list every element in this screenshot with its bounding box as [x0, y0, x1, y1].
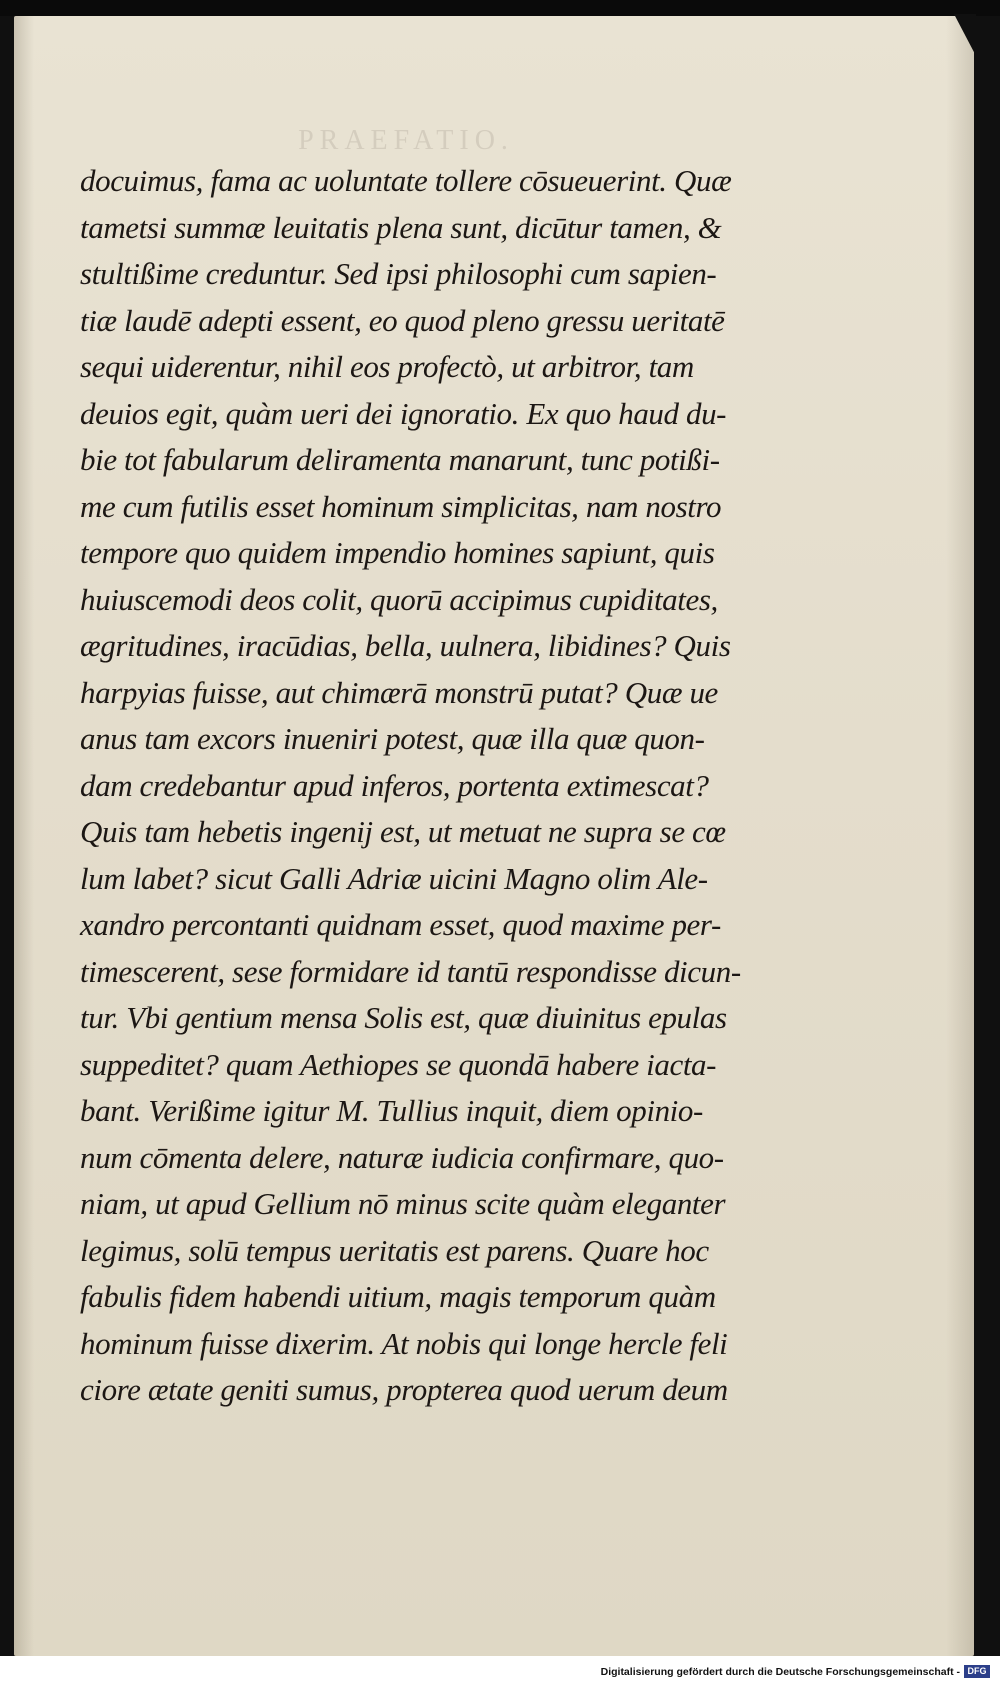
text-line: tiæ laudē adepti essent, eo quod pleno gressu ueritatē — [80, 302, 725, 338]
text-line: num cōmenta delere, naturæ iudicia confirmare, quo- — [80, 1139, 724, 1175]
body-text — [80, 158, 820, 1414]
text-line: tur. Vbi gentium mensa Solis est, quæ diuinitus epulas — [80, 1000, 727, 1035]
text-line: fabulis fidem habendi uitium, magis temporum quàm — [80, 1279, 716, 1314]
text-line: dam credebantur apud inferos, portenta extimescat? — [80, 767, 709, 803]
page-corner — [954, 14, 976, 56]
text-line: docuimus, fama ac uoluntate tollere cōsueuerint. Quæ — [80, 163, 732, 198]
text-line: lum labet? sicut Galli Adriæ uicini Magno olim Ale- — [80, 860, 708, 896]
text-line: ægritudines, iracūdias, bella, uulnera, libidines? Quis — [80, 628, 731, 663]
faint-show-through-header: PRAEFATIO. — [298, 125, 514, 156]
text-line: suppeditet? quam Aethiopes se quondā habere iacta- — [80, 1046, 717, 1082]
text-line: xandro percontanti quidnam esset, quod maxime per- — [80, 907, 721, 942]
text-line: stultißime creduntur. Sed ipsi philosophi cum sapien- — [80, 256, 717, 291]
text-line: me cum futilis esset hominum simplicitas, nam nostro — [80, 488, 722, 524]
page-edge-shadow — [946, 16, 974, 1656]
gutter-shadow — [14, 16, 34, 1656]
text-line: Quis tam hebetis ingenij est, ut metuat ne supra se cœ — [80, 814, 726, 849]
text-line: huiuscemodi deos colit, quorū accipimus cupiditates, — [80, 581, 718, 617]
text-line: bie tot fabularum deliramenta manarunt, tunc potißi- — [80, 442, 720, 477]
text-line: legimus, solū tempus ueritatis est parens. Quare hoc — [80, 1232, 709, 1268]
book-page — [14, 16, 974, 1656]
text-line: harpyias fuisse, aut chimærā monstrū putat? Quæ ue — [80, 674, 718, 710]
text-line: hominum fuisse dixerim. At nobis qui longe hercle feli — [80, 1325, 728, 1361]
funding-credit: Digitalisierung gefördert durch die Deutsche Forschungsgemeinschaft - — [600, 1666, 960, 1678]
text-line: tametsi summæ leuitatis plena sunt, dicūtur tamen, & — [80, 209, 722, 245]
text-line: niam, ut apud Gellium nō minus scite quàm eleganter — [80, 1186, 726, 1221]
dfg-logo: DFG — [964, 1665, 990, 1678]
text-line: tempore quo quidem impendio homines sapiunt, quis — [80, 535, 715, 570]
text-line: anus tam excors inueniri potest, quæ illa quæ quon- — [80, 721, 705, 756]
scan-border-top — [0, 0, 1000, 16]
text-line: bant. Verißime igitur M. Tullius inquit, diem opinio- — [80, 1093, 703, 1128]
text-line: deuios egit, quàm ueri dei ignoratio. Ex quo haud du- — [80, 395, 727, 431]
text-line: sequi uiderentur, nihil eos profectò, ut arbitror, tam — [80, 349, 694, 384]
text-line: ciore ætate geniti sumus, propterea quod uerum deum — [80, 1372, 728, 1407]
text-line: timescerent, sese formidare id tantū respondisse dicun- — [80, 953, 741, 989]
digitization-footer — [0, 1656, 1000, 1692]
